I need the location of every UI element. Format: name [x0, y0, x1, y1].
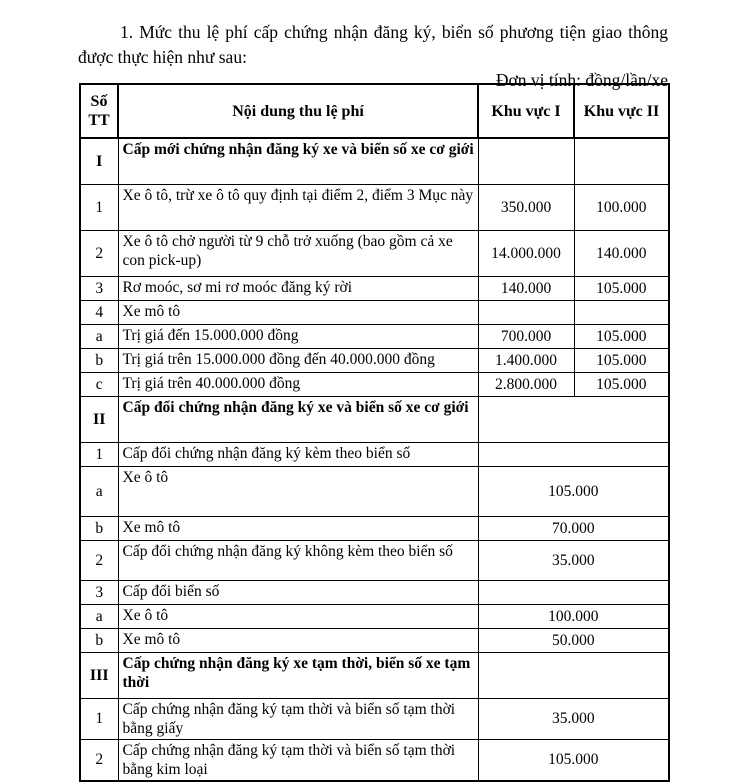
row-description-cell: Trị giá trên 40.000.000 đồng — [118, 372, 478, 396]
row-description-cell: Cấp đổi biển số — [118, 580, 478, 604]
row-number-cell: b — [80, 516, 118, 540]
row-number-cell: c — [80, 372, 118, 396]
row-value-cell-zone-2: 105.000 — [574, 372, 669, 396]
row-value-cell-zone-2 — [574, 300, 669, 324]
row-number-cell: 2 — [80, 230, 118, 276]
row-value-cell-zone-1: 14.000.000 — [478, 230, 574, 276]
row-description-cell: Cấp đổi chứng nhận đăng ký xe và biển số xe cơ giới — [118, 396, 478, 442]
column-header-description: Nội dung thu lệ phí — [118, 84, 478, 138]
row-value-cell-merged: 105.000 — [478, 739, 669, 781]
table-row — [80, 516, 669, 540]
column-header-zone-2: Khu vực II — [574, 84, 669, 138]
row-value-cell-zone-2: 140.000 — [574, 230, 669, 276]
table-row — [80, 348, 669, 372]
table-row — [80, 698, 669, 739]
row-description-cell: Xe mô tô — [118, 300, 478, 324]
fee-schedule-table — [79, 83, 670, 782]
row-value-cell-zone-2 — [574, 138, 669, 184]
row-value-cell-zone-2: 105.000 — [574, 348, 669, 372]
row-number-cell: a — [80, 604, 118, 628]
row-description-cell: Xe mô tô — [118, 628, 478, 652]
row-number-cell: II — [80, 396, 118, 442]
row-number-cell: a — [80, 466, 118, 516]
table-row — [80, 442, 669, 466]
row-description-cell: Cấp chứng nhận đăng ký xe tạm thời, biển số xe tạm thời — [118, 652, 478, 698]
row-value-cell-merged — [478, 396, 669, 442]
row-value-cell-zone-2: 105.000 — [574, 324, 669, 348]
row-number-cell: 2 — [80, 739, 118, 781]
row-number-cell: 1 — [80, 184, 118, 230]
row-value-cell-zone-2: 105.000 — [574, 276, 669, 300]
table-row — [80, 580, 669, 604]
table-row — [80, 324, 669, 348]
row-number-cell: 4 — [80, 300, 118, 324]
table-row — [80, 396, 669, 442]
row-description-cell: Cấp chứng nhận đăng ký tạm thời và biển số tạm thời bằng kim loại — [118, 739, 478, 781]
row-description-cell: Trị giá đến 15.000.000 đồng — [118, 324, 478, 348]
table-row — [80, 138, 669, 184]
row-description-cell: Cấp mới chứng nhận đăng ký xe và biển số xe cơ giới — [118, 138, 478, 184]
row-description-cell: Xe mô tô — [118, 516, 478, 540]
row-number-cell: III — [80, 652, 118, 698]
row-description-cell: Trị giá trên 15.000.000 đồng đến 40.000.000 đồng — [118, 348, 478, 372]
row-number-cell: 1 — [80, 442, 118, 466]
table-row — [80, 540, 669, 580]
table-body — [80, 138, 669, 781]
table-row — [80, 184, 669, 230]
row-value-cell-zone-1 — [478, 138, 574, 184]
row-value-cell-merged: 70.000 — [478, 516, 669, 540]
row-description-cell: Xe ô tô chở người từ 9 chỗ trở xuống (bao gồm cả xe con pick-up) — [118, 230, 478, 276]
row-value-cell-zone-1 — [478, 300, 574, 324]
row-description-cell: Cấp đổi chứng nhận đăng ký kèm theo biển số — [118, 442, 478, 466]
table-row — [80, 300, 669, 324]
row-value-cell-merged: 105.000 — [478, 466, 669, 516]
row-value-cell-merged: 35.000 — [478, 698, 669, 739]
row-value-cell-merged — [478, 442, 669, 466]
row-number-cell: b — [80, 628, 118, 652]
row-value-cell-zone-1: 140.000 — [478, 276, 574, 300]
row-number-cell: b — [80, 348, 118, 372]
intro-paragraph: 1. Mức thu lệ phí cấp chứng nhận đăng ký, biển số phương tiện giao thông được thực hiện như sau: — [78, 21, 668, 67]
row-description-cell: Cấp đổi chứng nhận đăng ký không kèm theo biển số — [118, 540, 478, 580]
row-description-cell: Rơ moóc, sơ mi rơ moóc đăng ký rời — [118, 276, 478, 300]
row-number-cell: 2 — [80, 540, 118, 580]
unit-note: Đơn vị tính: đồng/lần/xe — [495, 69, 668, 90]
row-description-cell: Cấp chứng nhận đăng ký tạm thời và biển số tạm thời bằng giấy — [118, 698, 478, 739]
table-header — [80, 84, 669, 138]
table-row — [80, 652, 669, 698]
row-number-cell: 3 — [80, 276, 118, 300]
table-row — [80, 276, 669, 300]
table-row — [80, 230, 669, 276]
table-row — [80, 466, 669, 516]
column-header-stt: Số TT — [80, 84, 118, 138]
row-number-cell: a — [80, 324, 118, 348]
table-row — [80, 628, 669, 652]
row-description-cell: Xe ô tô, trừ xe ô tô quy định tại điểm 2, điểm 3 Mục này — [118, 184, 478, 230]
row-value-cell-merged: 35.000 — [478, 540, 669, 580]
row-number-cell: I — [80, 138, 118, 184]
table-row — [80, 372, 669, 396]
row-value-cell-zone-1: 350.000 — [478, 184, 574, 230]
row-value-cell-merged: 100.000 — [478, 604, 669, 628]
row-value-cell-zone-1: 700.000 — [478, 324, 574, 348]
row-value-cell-zone-1: 2.800.000 — [478, 372, 574, 396]
row-description-cell: Xe ô tô — [118, 466, 478, 516]
row-value-cell-merged — [478, 580, 669, 604]
column-header-zone-1: Khu vực I — [478, 84, 574, 138]
row-value-cell-zone-1: 1.400.000 — [478, 348, 574, 372]
table-row — [80, 604, 669, 628]
table-header-row — [80, 84, 669, 138]
row-value-cell-merged — [478, 652, 669, 698]
row-description-cell: Xe ô tô — [118, 604, 478, 628]
row-value-cell-zone-2: 100.000 — [574, 184, 669, 230]
row-value-cell-merged: 50.000 — [478, 628, 669, 652]
row-number-cell: 3 — [80, 580, 118, 604]
row-number-cell: 1 — [80, 698, 118, 739]
